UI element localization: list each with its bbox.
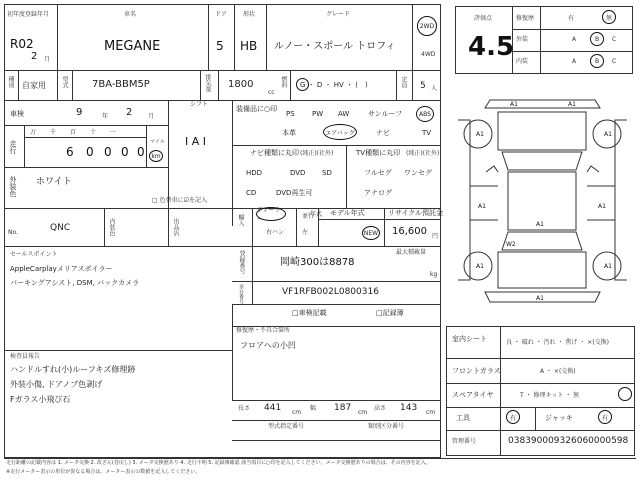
mileage-unit-mile: マイル xyxy=(150,139,165,145)
footer-line-1: 走行距離の記載内容は 1. メータ交換 2. 改ざん(巻戻し) 3. メータ交換歴あり 4. 走行不明 5. 記録簿確認 該当項目に○印を記入してください。メータ交換歴ありの場合は、その内容を記入。 xyxy=(6,460,431,466)
spare-label: スペアタイヤ xyxy=(452,391,494,399)
height-label: 高さ xyxy=(374,405,387,412)
car-windshield xyxy=(502,152,582,170)
inspection-year: 9 xyxy=(76,107,83,118)
shape-label: 形状 xyxy=(243,11,256,18)
interior-a: A xyxy=(572,58,577,65)
interior-color-label: 内装色 xyxy=(108,218,115,236)
width-label: 幅 xyxy=(310,405,317,412)
type-value: 7BA-BBM5P xyxy=(92,79,150,90)
equip-aw: AW xyxy=(338,110,350,118)
equip-pw: PW xyxy=(312,110,324,118)
score-value: 4.5 xyxy=(468,32,515,62)
tv-analog: アナログ xyxy=(364,189,392,197)
reg-month: 2 xyxy=(31,51,38,62)
recycle-no-label: No. xyxy=(8,229,18,236)
width-unit: cm xyxy=(358,409,368,416)
length-unit: cm xyxy=(292,409,302,416)
tv-title: TV種類に丸印 xyxy=(356,149,401,157)
length-label: 長さ xyxy=(238,405,251,412)
car-trunk xyxy=(498,252,586,288)
spare-none-circle xyxy=(618,387,632,401)
navi-dvd-play: DVD再生可 xyxy=(276,189,313,197)
grade-value: ルノー・スポール トロフィ xyxy=(274,41,396,52)
equip-title: 装備品に○印 xyxy=(236,105,278,113)
inspector-line-2: 外装小傷, ドアノブ色剥げ xyxy=(10,380,103,389)
records-right: □記録簿 xyxy=(376,309,404,317)
model-year-label: モデル年式 xyxy=(330,209,365,217)
equip-leather: 本革 xyxy=(282,129,296,137)
mileage-digit-1: 0 xyxy=(86,145,94,159)
shift-value: I A I xyxy=(185,135,207,148)
options-line-2: パーキングアシスト, DSM, バックカメラ xyxy=(10,279,140,287)
recycle-no-value: QNC xyxy=(50,223,71,233)
mileage-digit-0: 6 xyxy=(66,145,74,159)
drive-2wd-circle: 2WD xyxy=(417,16,437,36)
dealer-left: 左 xyxy=(302,229,309,236)
repair-value: フロアへの小凹 xyxy=(240,341,296,350)
doors-label: ドア xyxy=(215,11,227,18)
type-spec-label: 型式指定番号 xyxy=(268,423,305,430)
repair-hist-no-circle: 無 xyxy=(602,10,616,24)
class-label: 類別区分番号 xyxy=(368,423,405,430)
jack-yes-circle: 有 xyxy=(598,410,612,424)
reg-month-unit: 月 xyxy=(44,56,51,63)
records-left: □車検記載 xyxy=(292,309,327,317)
doors-value: 5 xyxy=(216,39,224,53)
chassis-label: 車台番号 xyxy=(238,284,244,304)
navi-dvd: DVD xyxy=(290,169,306,177)
model-value: MEGANE xyxy=(104,39,161,54)
interior-c: C xyxy=(612,58,617,65)
tools-yes-circle: 有 xyxy=(506,410,520,424)
capacity-unit: 人 xyxy=(431,85,438,92)
mileage-hdr-4: 一 xyxy=(110,129,117,136)
mark-wheel-rr: A1 xyxy=(604,263,612,270)
inspection-label: 車検 xyxy=(10,110,24,118)
recycle-fee-unit: 円 xyxy=(432,233,439,240)
options-title: セールスポイント xyxy=(10,251,58,258)
use-value: 自家用 xyxy=(22,81,46,90)
tv-sub: (純正)(社外) xyxy=(406,150,440,157)
inspection-month: 2 xyxy=(126,107,133,118)
capacity-label: 定員 xyxy=(400,76,407,88)
dealer-right: 右ハン xyxy=(266,229,285,236)
navi-sd: SD xyxy=(322,169,332,177)
mark-wheel-rl: A1 xyxy=(476,263,484,270)
cc-label: 排気量 xyxy=(204,74,211,92)
equip-ps: PS xyxy=(286,110,295,118)
seat-label: 室内シート xyxy=(452,335,487,343)
equip-sunroof: サンルーフ xyxy=(368,110,403,118)
options-line-1: AppleCarplayメリアスポイラー xyxy=(10,265,113,273)
mirror-left xyxy=(486,166,498,172)
mileage-digit-3: 0 xyxy=(121,145,129,159)
width-value: 187 xyxy=(334,403,352,413)
reg-no-value: 岡崎300は8878 xyxy=(280,257,355,268)
reg-date-label: 初年度登録年月 xyxy=(7,11,50,18)
inspection-month-unit: 月 xyxy=(148,113,155,120)
model-label: 車名 xyxy=(124,11,137,18)
inspector-line-3: Fガラス小飛び石 xyxy=(10,395,71,404)
inspection-year-unit: 年 xyxy=(102,113,109,120)
cc-value: 1800 xyxy=(228,79,254,90)
type-label: 型式 xyxy=(61,76,68,88)
interior-b-circle: B xyxy=(590,54,604,68)
tv-fullseg: フルセグ xyxy=(364,169,392,177)
exterior-c: C xyxy=(612,36,617,43)
mileage-hdr-0: 万 xyxy=(30,129,37,136)
mileage-hdr-1: 千 xyxy=(50,129,57,136)
mileage-hdr-2: 百 xyxy=(70,129,77,136)
mirror-right xyxy=(587,166,599,172)
mark-hood: A1 xyxy=(568,101,576,108)
exterior-b-circle: B xyxy=(590,32,604,46)
mark-wheel-fr: A1 xyxy=(604,131,612,138)
score-label: 評価点 xyxy=(474,15,493,22)
reg-era: R02 xyxy=(10,37,34,51)
color-label: 外装色 xyxy=(9,176,17,197)
origin-label: 出品店 xyxy=(172,218,179,236)
equip-navi: ナビ xyxy=(376,129,390,137)
tv-oneseg: ワンセグ xyxy=(404,169,432,177)
glass-options: A ・ ×(交換) xyxy=(540,368,576,375)
mark-roof: A1 xyxy=(536,221,544,228)
inspector-line-1: ハンドルすれ(小)ルーフキズ修理跡 xyxy=(10,365,136,374)
mark-rear-bumper: A1 xyxy=(536,295,544,302)
car-hood xyxy=(498,112,586,150)
length-value: 441 xyxy=(264,403,282,413)
fuel-label: 燃料 xyxy=(280,76,287,88)
dealer-circle: ディーラー xyxy=(256,207,286,221)
color-note: □ 色替車に☑を記入 xyxy=(152,197,207,204)
glass-label: フロントガラス xyxy=(452,367,501,375)
mark-wheel-fl: A1 xyxy=(476,131,484,138)
recycle-fee-label: リサイクル預託金 xyxy=(388,209,444,217)
recycle-fee-value: 16,600 xyxy=(392,226,427,237)
load-label: 最大積載量 xyxy=(396,249,427,256)
height-unit: cm xyxy=(426,409,436,416)
equip-tv: TV xyxy=(422,129,432,137)
spare-options: T ・ 修理キット ・ 無 xyxy=(520,392,580,399)
footer-line-2: ※走行メーター表示の単位が異なる場合は、メーター表示の数値を記入してください。 xyxy=(6,469,201,475)
jack-label: ジャッキ xyxy=(545,414,573,422)
model-year-new-circle: NEW xyxy=(362,226,380,240)
tools-label: 工具 xyxy=(456,414,470,422)
interior-label: 内装 xyxy=(516,58,529,65)
repair-title: 修復歴・不具合箇所 xyxy=(236,327,291,334)
mgmt-label: 管理番号 xyxy=(452,438,477,445)
height-value: 143 xyxy=(400,403,418,413)
equip-airbag-circle: エアバッグ xyxy=(323,124,357,140)
mileage-digit-4: 0 xyxy=(137,145,145,159)
shift-label: シフト xyxy=(190,101,209,108)
navi-hdd: HDD xyxy=(246,169,263,177)
grade-label: グレード xyxy=(326,11,351,18)
exterior-label: 外装 xyxy=(516,36,529,43)
use-label: 種別 xyxy=(7,76,14,88)
import-label: 輸入 xyxy=(237,214,244,226)
drive-4wd: 4WD xyxy=(421,51,436,58)
exterior-a: A xyxy=(572,36,577,43)
mileage-hdr-3: 十 xyxy=(90,129,97,136)
dealer-parallel: 並行 xyxy=(302,213,315,220)
mileage-digit-2: 0 xyxy=(104,145,112,159)
seat-options: 良 ・ 破れ ・ 汚れ ・ 焦げ ・ ×(交換) xyxy=(506,339,609,346)
car-front-bumper xyxy=(485,100,600,108)
mileage-km-circle: km xyxy=(149,150,163,162)
navi-sub: (純正)(社外) xyxy=(300,150,334,157)
shape-value: HB xyxy=(240,39,258,53)
chassis-value: VF1RFB002L0800316 xyxy=(282,287,379,297)
mileage-label: 走行 xyxy=(9,140,17,154)
year-label: 年式 xyxy=(310,211,323,218)
fuel-options: G ・ D ・ HV ・ ( ) xyxy=(300,81,368,89)
reg-no-label: 登録番号 xyxy=(238,250,245,274)
inspector-title: 検査員報告 xyxy=(10,353,41,360)
mark-front-bumper: A1 xyxy=(510,101,518,108)
navi-title: ナビ種類に丸印 xyxy=(250,149,299,157)
repair-hist-label: 修復歴 xyxy=(516,15,535,22)
load-unit: kg xyxy=(430,271,438,278)
repair-hist-yes: 有 xyxy=(568,15,575,22)
mark-side: W2 xyxy=(506,241,516,248)
navi-cd: CD xyxy=(246,189,257,197)
car-damage-diagram xyxy=(450,90,635,320)
capacity-value: 5 xyxy=(420,81,426,91)
mgmt-value: 038390009326060000598 xyxy=(508,436,629,446)
mark-door-rf: A1 xyxy=(598,203,606,210)
mark-door-lf: A1 xyxy=(478,203,486,210)
equip-abs-circle: ABS xyxy=(416,106,434,122)
cc-unit: cc xyxy=(268,89,275,96)
color-value: ホワイト xyxy=(36,177,72,187)
